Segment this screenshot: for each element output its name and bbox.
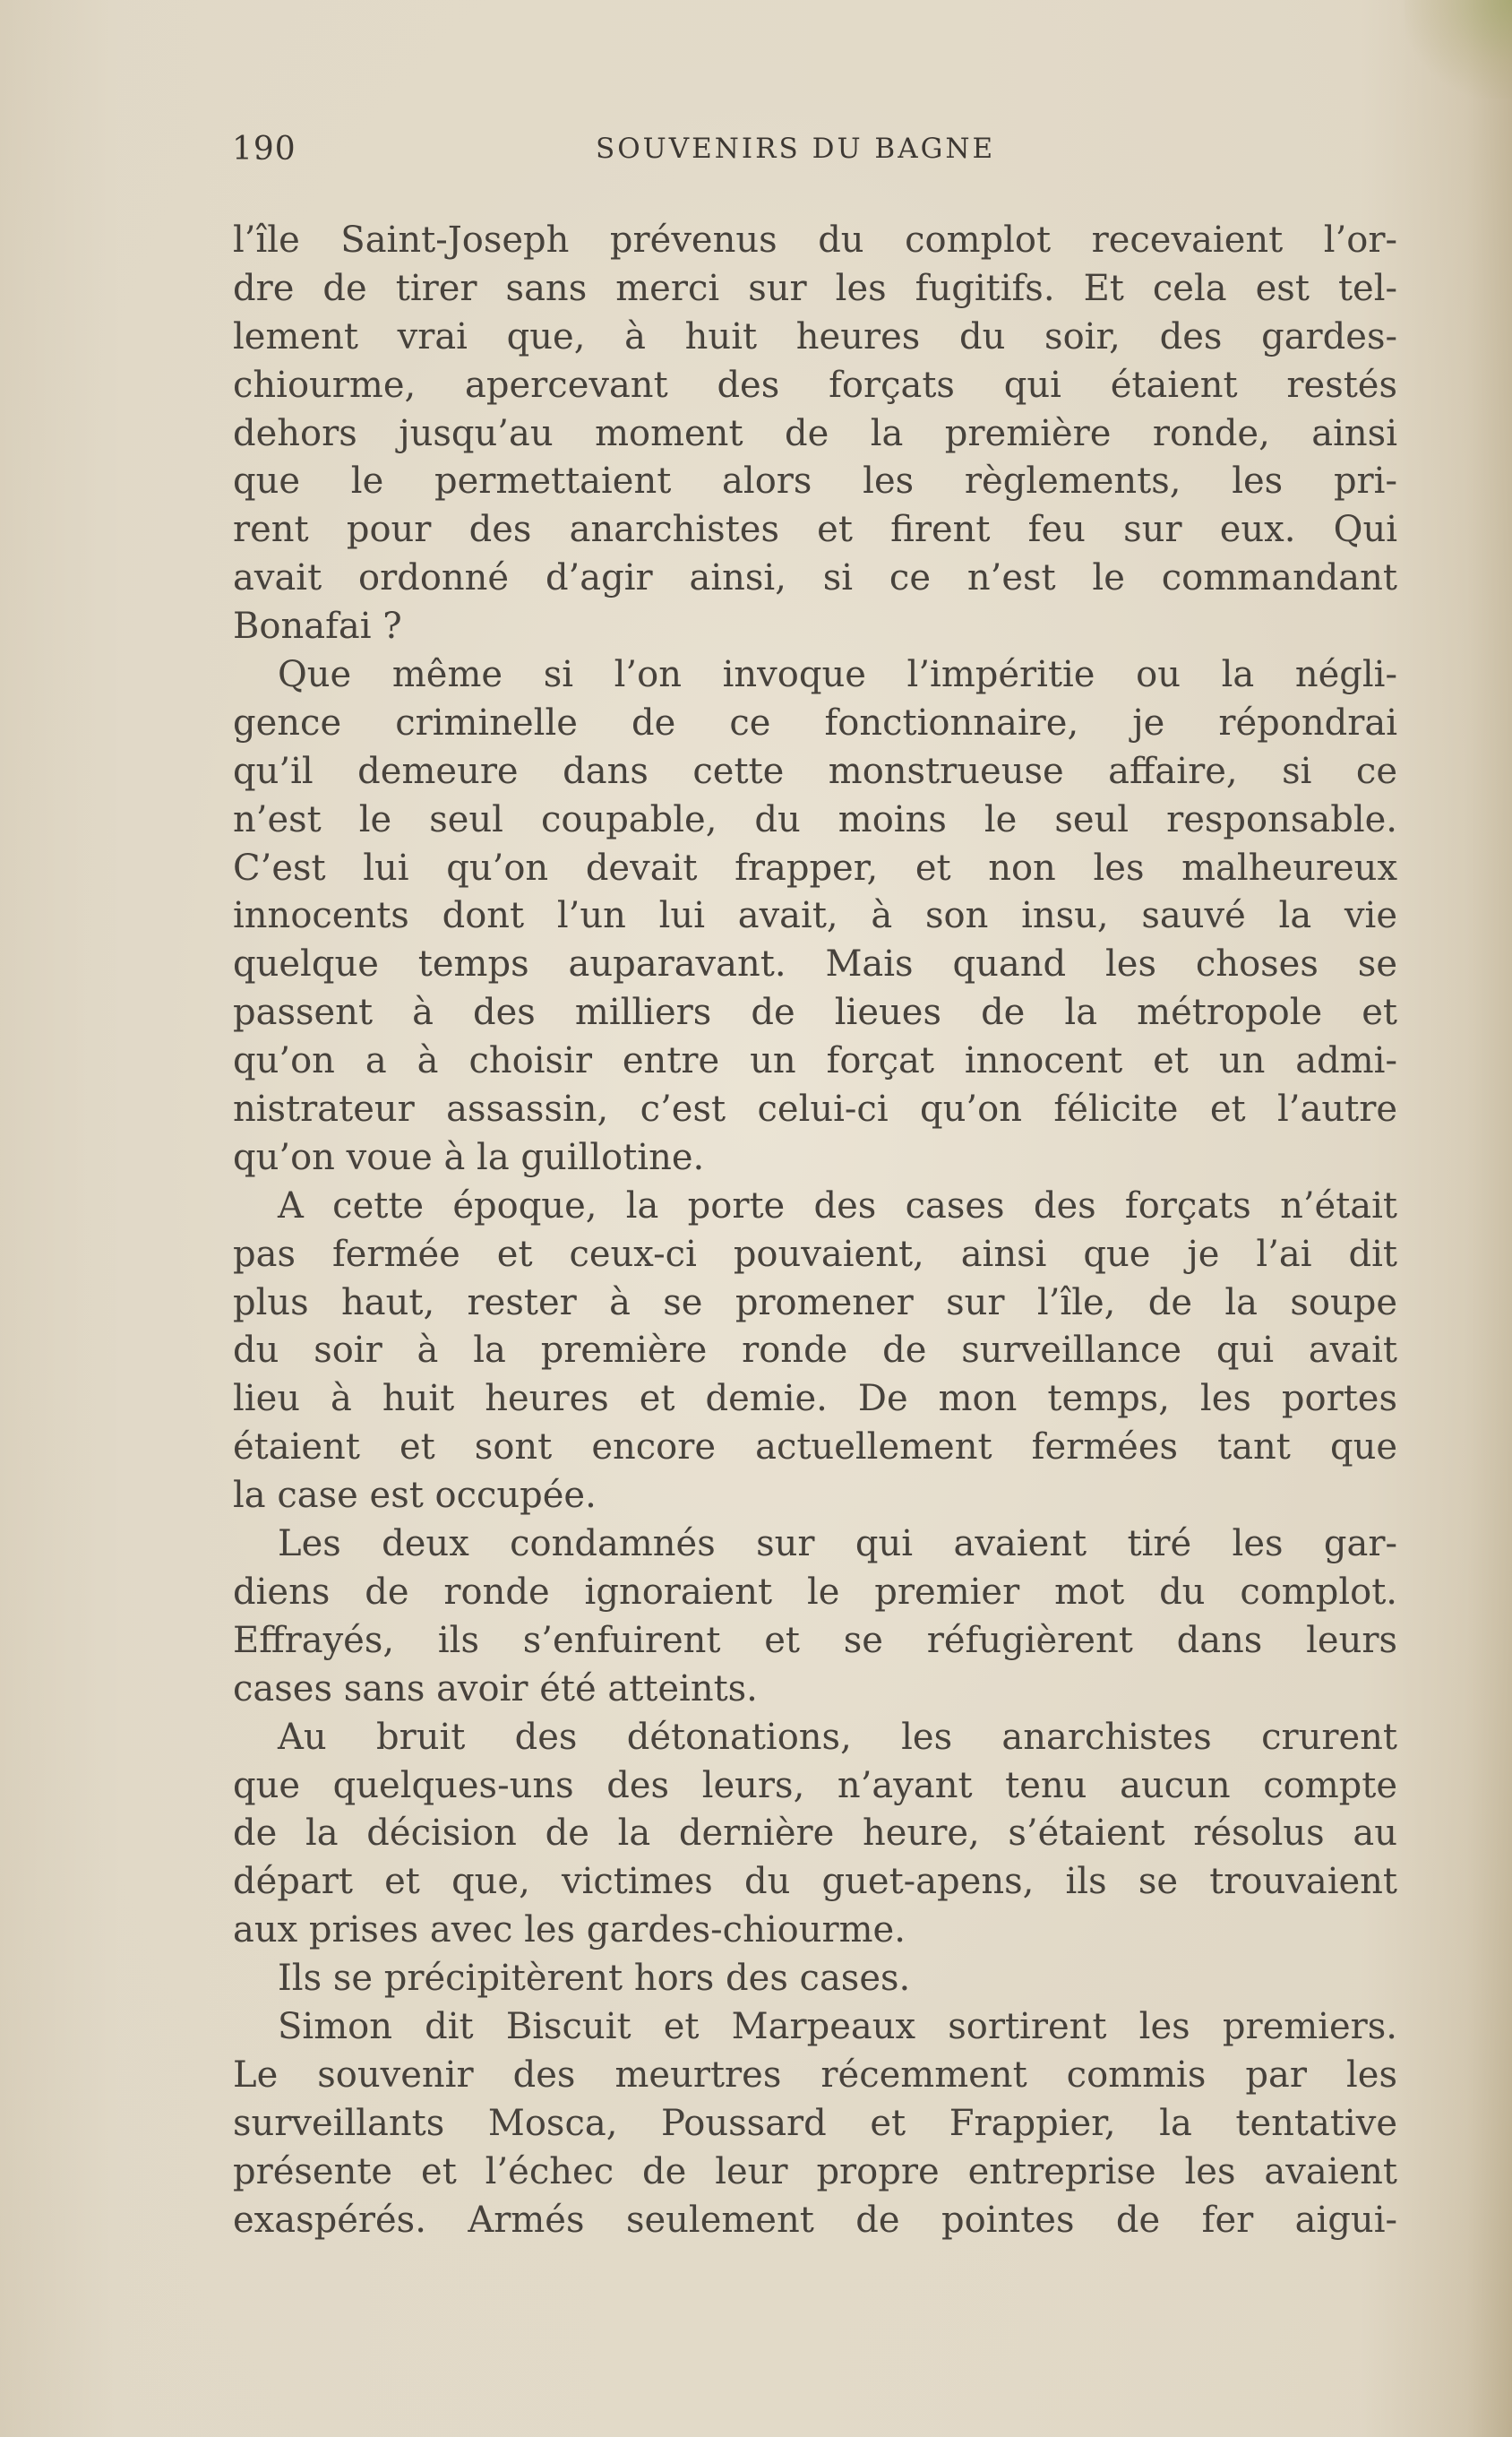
text-line: Au bruit des détonations, les anarchistes crurent <box>278 1716 1397 1758</box>
text-line: du soir à la première ronde de surveillance qui avait <box>233 1330 1397 1372</box>
text-line: présente et l’échec de leur propre entreprise les avaient <box>233 2150 1397 2192</box>
text-line: C’est lui qu’on devait frapper, et non les malheureux <box>233 847 1397 889</box>
text-line: plus haut, rester à se promener sur l’île, de la soupe <box>233 1281 1397 1323</box>
text-line: nistrateur assassin, c’est celui-ci qu’on félicite et l’autre <box>233 1089 1397 1131</box>
text-line: rent pour des anarchistes et firent feu sur eux. Qui <box>233 509 1397 551</box>
text-line: pas fermée et ceux-ci pouvaient, ainsi que je l’ai dit <box>233 1233 1397 1275</box>
text-line: Effrayés, ils s’enfuirent et se réfugièrent dans leurs <box>233 1619 1397 1661</box>
text-line: diens de ronde ignoraient le premier mot du complot. <box>233 1571 1397 1613</box>
text-line: Que même si l’on invoque l’impéritie ou la négli- <box>278 654 1397 696</box>
text-line: la case est occupée. <box>233 1475 597 1517</box>
page-number: 190 <box>232 131 296 168</box>
text-line: passent à des milliers de lieues de la métropole et <box>233 992 1397 1034</box>
text-line: surveillants Mosca, Poussard et Frappier, la tentative <box>233 2102 1397 2144</box>
text-line: Le souvenir des meurtres récemment commis par les <box>233 2054 1397 2096</box>
text-line: Simon dit Biscuit et Marpeaux sortirent les premiers. <box>278 2005 1397 2047</box>
text-line: Bonafai ? <box>233 606 402 648</box>
text-line: innocents dont l’un lui avait, à son insu, sauvé la vie <box>233 895 1397 937</box>
running-title: SOUVENIRS DU BAGNE <box>596 133 996 165</box>
text-line: qu’il demeure dans cette monstrueuse affaire, si ce <box>233 750 1397 792</box>
text-line: Les deux condamnés sur qui avaient tiré les gar- <box>278 1523 1397 1565</box>
text-line: que quelques-uns des leurs, n’ayant tenu aucun compte <box>233 1764 1397 1806</box>
text-line: départ et que, victimes du guet-apens, ils se trouvaient <box>233 1861 1397 1903</box>
text-line: dehors jusqu’au moment de la première ronde, ainsi <box>233 412 1397 454</box>
text-line: chiourme, apercevant des forçats qui étaient restés <box>233 364 1397 406</box>
text-line: l’île Saint-Joseph prévenus du complot recevaient l’or- <box>233 220 1397 261</box>
text-line: que le permettaient alors les règlements, les pri- <box>233 461 1397 503</box>
text-line: lement vrai que, à huit heures du soir, des gardes- <box>233 315 1397 357</box>
text-line: qu’on a à choisir entre un forçat innocent et un admi- <box>233 1040 1397 1082</box>
text-line: gence criminelle de ce fonctionnaire, je répondrai <box>233 702 1397 744</box>
page-stain <box>1405 0 1512 99</box>
text-line: dre de tirer sans merci sur les fugitifs. Et cela est tel- <box>233 267 1397 309</box>
text-line: Ils se précipitèrent hors des cases. <box>278 1958 911 2000</box>
text-line: aux prises avec les gardes-chiourme. <box>233 1909 906 1951</box>
text-line: quelque temps auparavant. Mais quand les choses se <box>233 943 1397 986</box>
text-line: exaspérés. Armés seulement de pointes de fer aigui- <box>233 2199 1397 2241</box>
text-line: de la décision de la dernière heure, s’étaient résolus au <box>233 1813 1397 1855</box>
text-line: n’est le seul coupable, du moins le seul responsable. <box>233 798 1397 840</box>
text-line: avait ordonné d’agir ainsi, si ce n’est le commandant <box>233 557 1397 599</box>
text-line: lieu à huit heures et demie. De mon temps, les portes <box>233 1378 1397 1420</box>
text-line: cases sans avoir été atteints. <box>233 1667 758 1709</box>
text-line: qu’on voue à la guillotine. <box>233 1136 705 1178</box>
page-header <box>232 131 1396 176</box>
text-line: étaient et sont encore actuellement fermées tant que <box>233 1426 1397 1468</box>
body-text <box>233 217 1397 2244</box>
text-line: A cette époque, la porte des cases des forçats n’était <box>278 1184 1397 1227</box>
